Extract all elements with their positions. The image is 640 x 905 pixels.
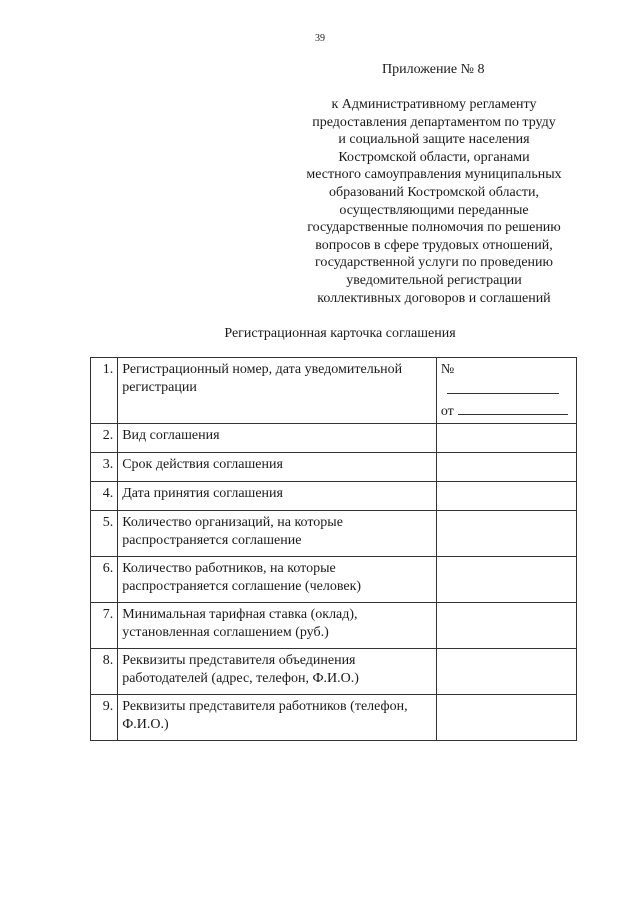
header-line: предоставления департаментом по труду — [312, 114, 556, 130]
table-row — [91, 557, 577, 603]
row-label — [118, 358, 437, 424]
table-row — [91, 511, 577, 557]
reg-date-field — [441, 400, 572, 421]
table-row — [91, 695, 577, 741]
row-number: 5. — [91, 511, 118, 557]
row-label — [118, 424, 437, 453]
row-label-line: регистрации — [122, 380, 197, 395]
registration-card-table — [90, 357, 577, 741]
row-label — [118, 649, 437, 695]
row-number: 2. — [91, 424, 118, 453]
row-value-cell — [436, 603, 576, 649]
header-line: образований Костромской области, — [328, 184, 540, 200]
table-row — [91, 603, 577, 649]
row-label — [118, 453, 437, 482]
table-row — [91, 453, 577, 482]
appendix-title: Приложение № 8 — [382, 62, 485, 77]
card-title: Регистрационная карточка соглашения — [224, 326, 456, 341]
row-value-cell — [436, 424, 576, 453]
row-value-cell — [436, 695, 576, 741]
row-label-line: Регистрационный номер, дата уведомительной — [122, 362, 403, 377]
row-value-cell — [436, 557, 576, 603]
row-value-cell — [436, 649, 576, 695]
row-value-cell — [436, 453, 576, 482]
row-label-line: Реквизиты представителя работников (телефон, — [122, 699, 408, 714]
row-number: 6. — [91, 557, 118, 603]
row-number: 9. — [91, 695, 118, 741]
row-value-cell — [436, 358, 576, 424]
reg-number-blank — [447, 379, 559, 394]
row-label-line: работодателей (адрес, телефон, Ф.И.О.) — [122, 671, 359, 686]
header-line: осуществляющими переданные — [339, 202, 529, 218]
row-label — [118, 482, 437, 511]
row-label-line: Реквизиты представителя объединения — [122, 653, 356, 668]
page-number: 39 — [315, 33, 325, 44]
row-label — [118, 511, 437, 557]
row-label-line: Количество работников, на которые — [122, 561, 336, 576]
row-label-line: Минимальная тарифная ставка (оклад), — [122, 607, 358, 622]
table-row — [91, 424, 577, 453]
header-line: уведомительной регистрации — [346, 272, 522, 288]
row-label-line: распространяется соглашение (человек) — [122, 579, 362, 594]
row-label-line: Ф.И.О.) — [122, 717, 169, 732]
row-label — [118, 695, 437, 741]
row-label-line: Количество организаций, на которые — [122, 515, 343, 530]
table-row — [91, 358, 577, 424]
row-label-line: Дата принятия соглашения — [122, 486, 283, 501]
row-label-line: Вид соглашения — [122, 428, 220, 443]
row-value-cell — [436, 482, 576, 511]
table-row — [91, 482, 577, 511]
reg-date-blank — [458, 400, 568, 415]
row-number: 7. — [91, 603, 118, 649]
row-value-cell — [436, 511, 576, 557]
row-label-line: установленная соглашением (руб.) — [122, 625, 329, 640]
header-line: Костромской области, органами — [338, 149, 530, 165]
table-row — [91, 649, 577, 695]
row-number: 8. — [91, 649, 118, 695]
row-label — [118, 603, 437, 649]
number-sign: № — [440, 362, 455, 377]
header-line: государственной услуги по проведению — [314, 255, 554, 271]
row-number: 4. — [91, 482, 118, 511]
header-line: и социальной защите населения — [338, 132, 530, 148]
row-number: 1. — [91, 358, 118, 424]
regulation-reference — [286, 96, 582, 307]
header-line: местного самоуправления муниципальных — [306, 167, 562, 183]
header-line: коллективных договоров и соглашений — [317, 290, 551, 306]
row-number: 3. — [91, 453, 118, 482]
row-label-line: Срок действия соглашения — [122, 457, 283, 472]
row-label-line: распространяется соглашение — [122, 533, 302, 548]
header-line: государственные полномочия по решению — [307, 220, 561, 236]
header-line: к Административному регламенту — [331, 97, 537, 112]
reg-number-field — [441, 361, 572, 400]
header-line: вопросов в сфере трудовых отношений, — [315, 237, 553, 253]
row-label — [118, 557, 437, 603]
date-prefix: от — [440, 404, 454, 419]
